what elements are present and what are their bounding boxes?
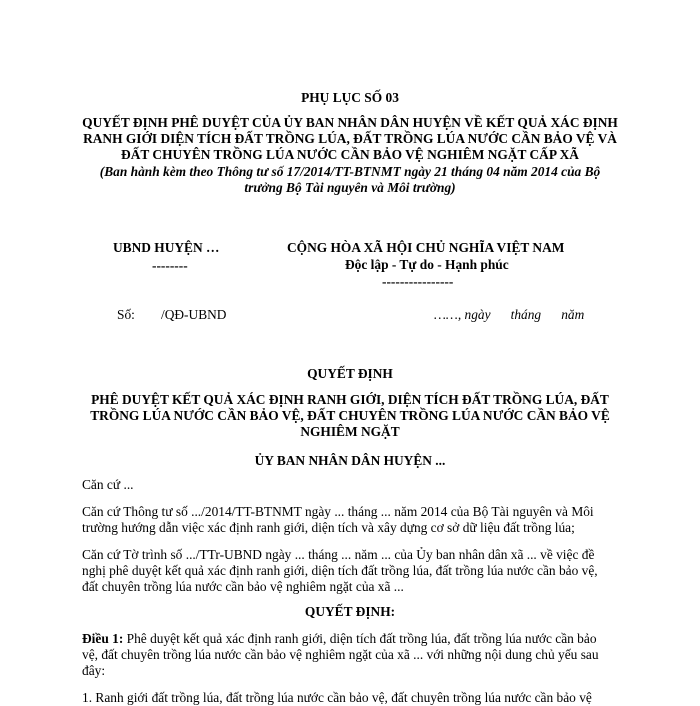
decision-subject-line-2: TRỒNG LÚA NƯỚC CẦN BẢO VỆ, ĐẤT CHUYÊN TRỒNG LÚA NƯỚC CẦN BẢO VỆ xyxy=(90,408,610,423)
article-1-text: Phê duyệt kết quả xác định ranh giới, diện tích đất trồng lúa, đất trồng lúa nước cần bảo xyxy=(123,631,597,646)
agency-name: UBND HUYỆN … xyxy=(113,240,220,255)
basis-paragraph-3-line-1: Căn cứ Tờ trình số .../TTr-UBND ngày ... tháng ... năm ... của Ủy ban nhân dân xã ... về việc đề xyxy=(82,547,595,562)
decision-subject-line-3: NGHIÊM NGẶT xyxy=(300,424,400,439)
decision-subject-line-1: PHÊ DUYỆT KẾT QUẢ XÁC ĐỊNH RANH GIỚI, DIỆN TÍCH ĐẤT TRỒNG LÚA, ĐẤT xyxy=(91,392,609,407)
motto-divider: ---------------- xyxy=(382,274,454,289)
issued-note-line-2: trưởng Bộ Tài nguyên và Môi trường) xyxy=(244,180,456,195)
article-1-line-3: đây: xyxy=(82,663,106,678)
article-1-line-2: vệ, đất chuyên trồng lúa nước cần bảo vệ nghiêm ngặt của xã ... với những nội dung chủ yếu sau xyxy=(82,647,599,662)
decides-heading: QUYẾT ĐỊNH: xyxy=(304,604,396,619)
article-1-line-1 xyxy=(82,631,597,647)
article-1-label: Điều 1: xyxy=(82,631,124,646)
national-motto: Độc lập - Tự do - Hạnh phúc xyxy=(345,257,509,272)
issued-note-line-1: (Ban hành kèm theo Thông tư số 17/2014/TT-BTNMT ngày 21 tháng 04 năm 2014 của Bộ xyxy=(99,164,601,179)
basis-paragraph-2-line-2: trường hướng dẫn việc xác định ranh giới, diện tích và xây dựng cơ sở dữ liệu đất trồng lúa; xyxy=(82,520,575,535)
issuing-authority: ỦY BAN NHÂN DÂN HUYỆN ... xyxy=(254,453,446,468)
agency-divider: -------- xyxy=(152,258,188,273)
decision-title: QUYẾT ĐỊNH xyxy=(307,366,393,381)
appendix-heading-line-2: RANH GIỚI DIỆN TÍCH ĐẤT TRỒNG LÚA, ĐẤT TRỒNG LÚA NƯỚC CẦN BẢO VỆ VÀ xyxy=(83,131,617,146)
appendix-heading-line-1: QUYẾT ĐỊNH PHÊ DUYỆT CỦA ỦY BAN NHÂN DÂN HUYỆN VỀ KẾT QUẢ XÁC ĐỊNH xyxy=(82,115,618,130)
basis-paragraph-1: Căn cứ ... xyxy=(82,477,134,492)
appendix-title: PHỤ LỤC SỐ 03 xyxy=(301,90,399,105)
document-number-suffix: /QĐ-UBND xyxy=(161,307,227,322)
basis-paragraph-3-line-2: nghị phê duyệt kết quả xác định ranh giới, diện tích đất trồng lúa, đất trồng lúa nước cần bảo vệ, xyxy=(82,563,598,578)
nation-name: CỘNG HÒA XÃ HỘI CHỦ NGHĨA VIỆT NAM xyxy=(287,240,565,255)
basis-paragraph-2-line-1: Căn cứ Thông tư số .../2014/TT-BTNMT ngày ... tháng ... năm 2014 của Bộ Tài nguyên và Môi xyxy=(82,504,594,519)
document-number-label: Số: xyxy=(117,307,135,322)
basis-paragraph-3-line-3: đất chuyên trồng lúa nước cần bảo vệ nghiêm ngặt của xã ... xyxy=(82,579,404,594)
document-date-line: ……, ngày tháng năm xyxy=(434,307,585,322)
appendix-heading-line-3: ĐẤT CHUYÊN TRỒNG LÚA NƯỚC CẦN BẢO VỆ NGHIÊM NGẶT CẤP XÃ xyxy=(121,147,579,162)
item-1-line: 1. Ranh giới đất trồng lúa, đất trồng lúa nước cần bảo vệ, đất chuyên trồng lúa nước cần bảo vệ xyxy=(82,690,592,705)
